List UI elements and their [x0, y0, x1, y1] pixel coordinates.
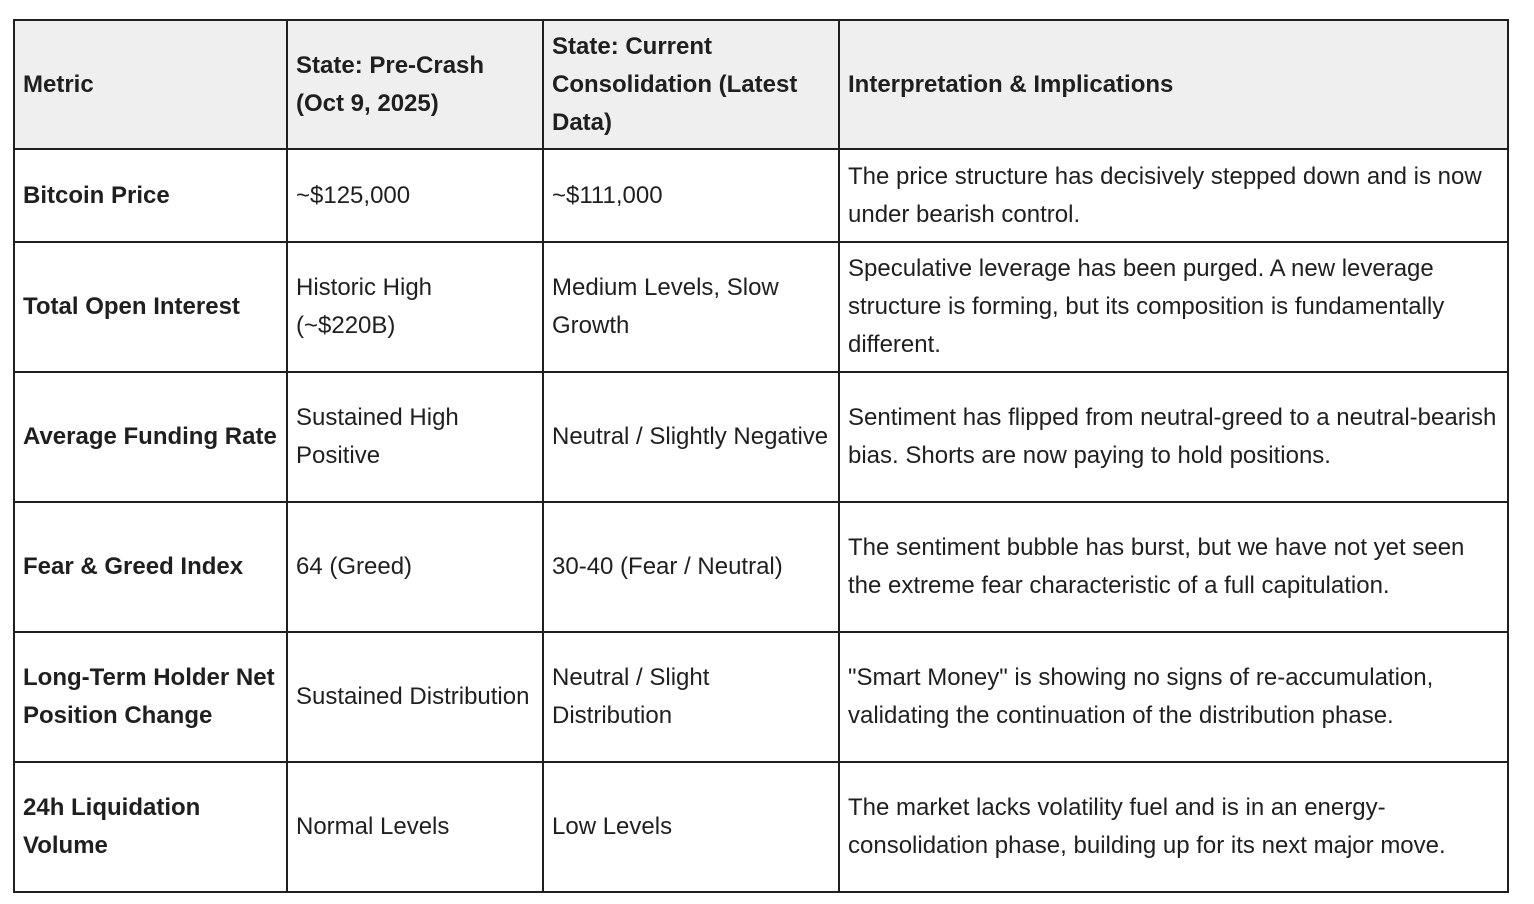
table-row	[14, 242, 1508, 372]
cell-pre-crash: Normal Levels	[287, 762, 543, 892]
table-row	[14, 502, 1508, 632]
cell-interpretation: Sentiment has flipped from neutral-greed to a neutral-bearish bias. Shorts are now paying to hold positions.	[839, 372, 1508, 502]
cell-interpretation: "Smart Money" is showing no signs of re-accumulation, validating the continuation of the distribution phase.	[839, 632, 1508, 762]
cell-pre-crash: ~$125,000	[287, 149, 543, 242]
cell-interpretation: Speculative leverage has been purged. A new leverage structure is forming, but its composition is fundamentally different.	[839, 242, 1508, 372]
cell-current: Neutral / Slight Distribution	[543, 632, 839, 762]
cell-pre-crash: 64 (Greed)	[287, 502, 543, 632]
table-row	[14, 149, 1508, 242]
cell-current: 30-40 (Fear / Neutral)	[543, 502, 839, 632]
table-row	[14, 762, 1508, 892]
cell-interpretation: The sentiment bubble has burst, but we have not yet seen the extreme fear characteristic of a full capitulation.	[839, 502, 1508, 632]
cell-interpretation: The market lacks volatility fuel and is in an energy-consolidation phase, building up for its next major move.	[839, 762, 1508, 892]
cell-metric: Bitcoin Price	[14, 149, 287, 242]
cell-metric: Total Open Interest	[14, 242, 287, 372]
table-row	[14, 632, 1508, 762]
cell-current: ~$111,000	[543, 149, 839, 242]
table-row	[14, 372, 1508, 502]
cell-pre-crash: Historic High (~$220B)	[287, 242, 543, 372]
cell-metric: Fear & Greed Index	[14, 502, 287, 632]
cell-current: Medium Levels, Slow Growth	[543, 242, 839, 372]
cell-metric: Long-Term Holder Net Position Change	[14, 632, 287, 762]
header-interpretation: Interpretation & Implications	[839, 20, 1508, 149]
cell-interpretation: The price structure has decisively stepped down and is now under bearish control.	[839, 149, 1508, 242]
cell-pre-crash: Sustained Distribution	[287, 632, 543, 762]
header-current: State: Current Consolidation (Latest Data)	[543, 20, 839, 149]
table-header	[14, 20, 1508, 149]
header-metric: Metric	[14, 20, 287, 149]
cell-current: Neutral / Slightly Negative	[543, 372, 839, 502]
cell-current: Low Levels	[543, 762, 839, 892]
cell-pre-crash: Sustained High Positive	[287, 372, 543, 502]
cell-metric: 24h Liquidation Volume	[14, 762, 287, 892]
header-pre-crash: State: Pre-Crash (Oct 9, 2025)	[287, 20, 543, 149]
comparison-table	[13, 19, 1509, 893]
cell-metric: Average Funding Rate	[14, 372, 287, 502]
table-body	[14, 149, 1508, 892]
header-row	[14, 20, 1508, 149]
